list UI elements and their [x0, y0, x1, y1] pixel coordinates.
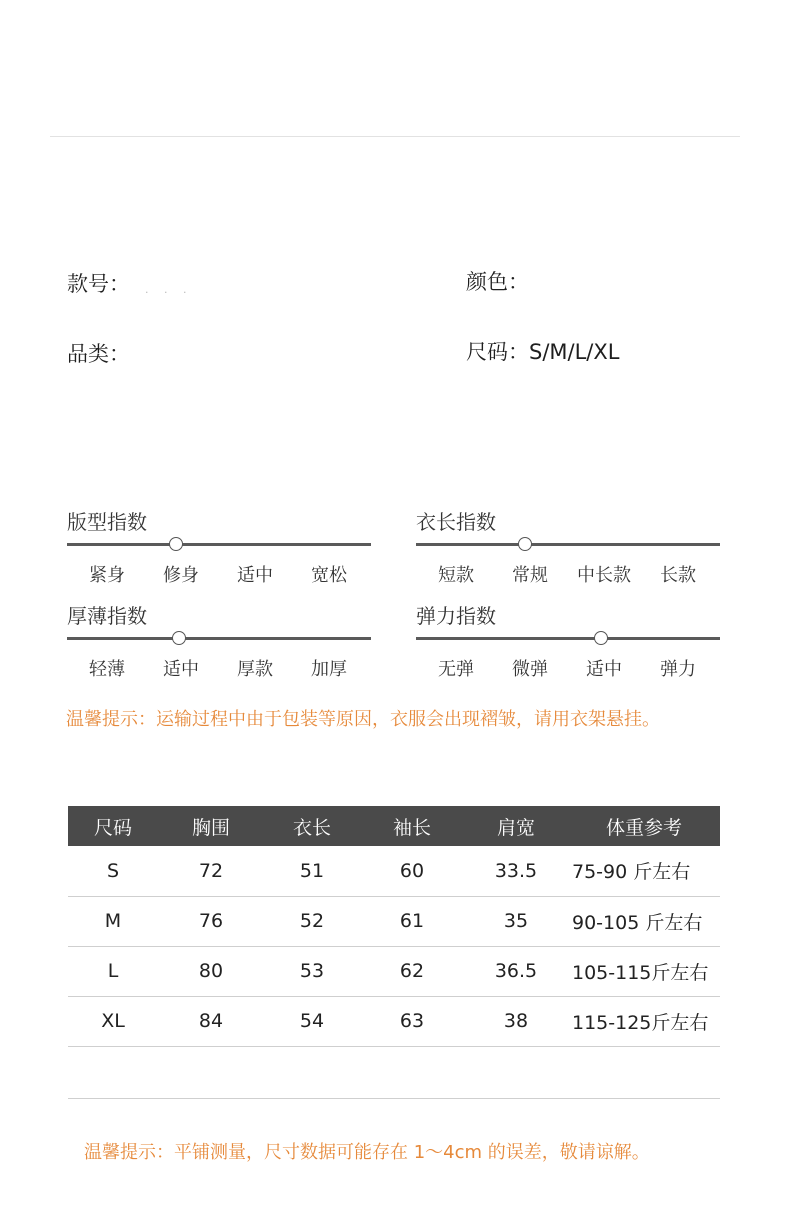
table-cell: 76	[158, 896, 264, 946]
scale-indicator	[518, 537, 532, 551]
column-header: 袖长	[360, 806, 464, 846]
table-cell: S	[68, 846, 158, 896]
column-header: 衣长	[264, 806, 360, 846]
table-cell: 61	[360, 896, 464, 946]
thickness-index-scale	[67, 600, 371, 680]
scale-option: 适中	[586, 659, 622, 680]
scale-indicator	[594, 631, 608, 645]
table-row	[68, 896, 720, 946]
table-cell: XL	[68, 996, 158, 1046]
table-cell: 84	[158, 996, 264, 1046]
scale-indicator	[169, 537, 183, 551]
table-cell: 33.5	[464, 846, 568, 896]
scale-option: 常规	[512, 565, 548, 586]
scale-option: 厚款	[237, 659, 273, 680]
column-header: 体重参考	[568, 806, 720, 846]
scale-bar	[416, 637, 720, 640]
table-cell: 75-90 斤左右	[568, 846, 720, 896]
scale-option: 修身	[163, 565, 199, 586]
size-chart-table	[68, 806, 720, 1047]
scale-title: 衣长指数	[416, 510, 496, 534]
table-cell: 90-105 斤左右	[568, 896, 720, 946]
fit-index-scale	[67, 506, 371, 586]
scale-option: 弹力	[660, 659, 696, 680]
table-row	[68, 946, 720, 996]
table-cell: 53	[264, 946, 360, 996]
measurement-tip: 温馨提示：平铺测量，尺寸数据可能存在 1～4cm 的误差，敬请谅解。	[84, 1142, 650, 1163]
top-divider	[50, 136, 740, 137]
scale-option: 适中	[163, 659, 199, 680]
column-header: 肩宽	[464, 806, 568, 846]
table-header-row	[68, 806, 720, 846]
scale-option: 无弹	[438, 659, 474, 680]
table-cell: 60	[360, 846, 464, 896]
table-cell: 51	[264, 846, 360, 896]
table-cell: 36.5	[464, 946, 568, 996]
scale-bar	[67, 637, 371, 640]
column-header: 胸围	[158, 806, 264, 846]
length-index-scale	[416, 506, 720, 586]
color-label: 颜色：	[466, 270, 529, 294]
scale-option: 长款	[660, 565, 696, 586]
scale-bar	[416, 543, 720, 546]
table-cell: 63	[360, 996, 464, 1046]
scale-option: 轻薄	[89, 659, 125, 680]
scale-option: 加厚	[311, 659, 347, 680]
table-cell: 52	[264, 896, 360, 946]
scale-bar	[67, 543, 371, 546]
scale-option: 短款	[438, 565, 474, 586]
style-number-value: . . .	[145, 283, 193, 296]
scale-option: 中长款	[577, 565, 631, 586]
table-cell: 54	[264, 996, 360, 1046]
scale-indicator	[172, 631, 186, 645]
scale-option: 宽松	[311, 565, 347, 586]
table-row	[68, 846, 720, 896]
scale-option: 紧身	[89, 565, 125, 586]
category-label: 品类：	[67, 342, 130, 366]
elasticity-index-scale	[416, 600, 720, 680]
table-cell: 80	[158, 946, 264, 996]
scale-title: 厚薄指数	[67, 604, 147, 628]
table-cell: 38	[464, 996, 568, 1046]
bottom-divider	[68, 1098, 720, 1099]
table-cell: L	[68, 946, 158, 996]
table-cell: 115-125斤左右	[568, 996, 720, 1046]
table-cell: 35	[464, 896, 568, 946]
scale-title: 版型指数	[67, 510, 147, 534]
table-cell: 72	[158, 846, 264, 896]
table-cell: 62	[360, 946, 464, 996]
style-number-label: 款号：	[67, 272, 130, 296]
table-cell: 105-115斤左右	[568, 946, 720, 996]
shipping-tip: 温馨提示：运输过程中由于包装等原因，衣服会出现褶皱，请用衣架悬挂。	[66, 709, 660, 730]
size-label: 尺码：S/M/L/XL	[466, 340, 620, 364]
scale-option: 适中	[237, 565, 273, 586]
table-cell: M	[68, 896, 158, 946]
scale-option: 微弹	[512, 659, 548, 680]
scale-title: 弹力指数	[416, 604, 496, 628]
table-row	[68, 996, 720, 1046]
column-header: 尺码	[68, 806, 158, 846]
